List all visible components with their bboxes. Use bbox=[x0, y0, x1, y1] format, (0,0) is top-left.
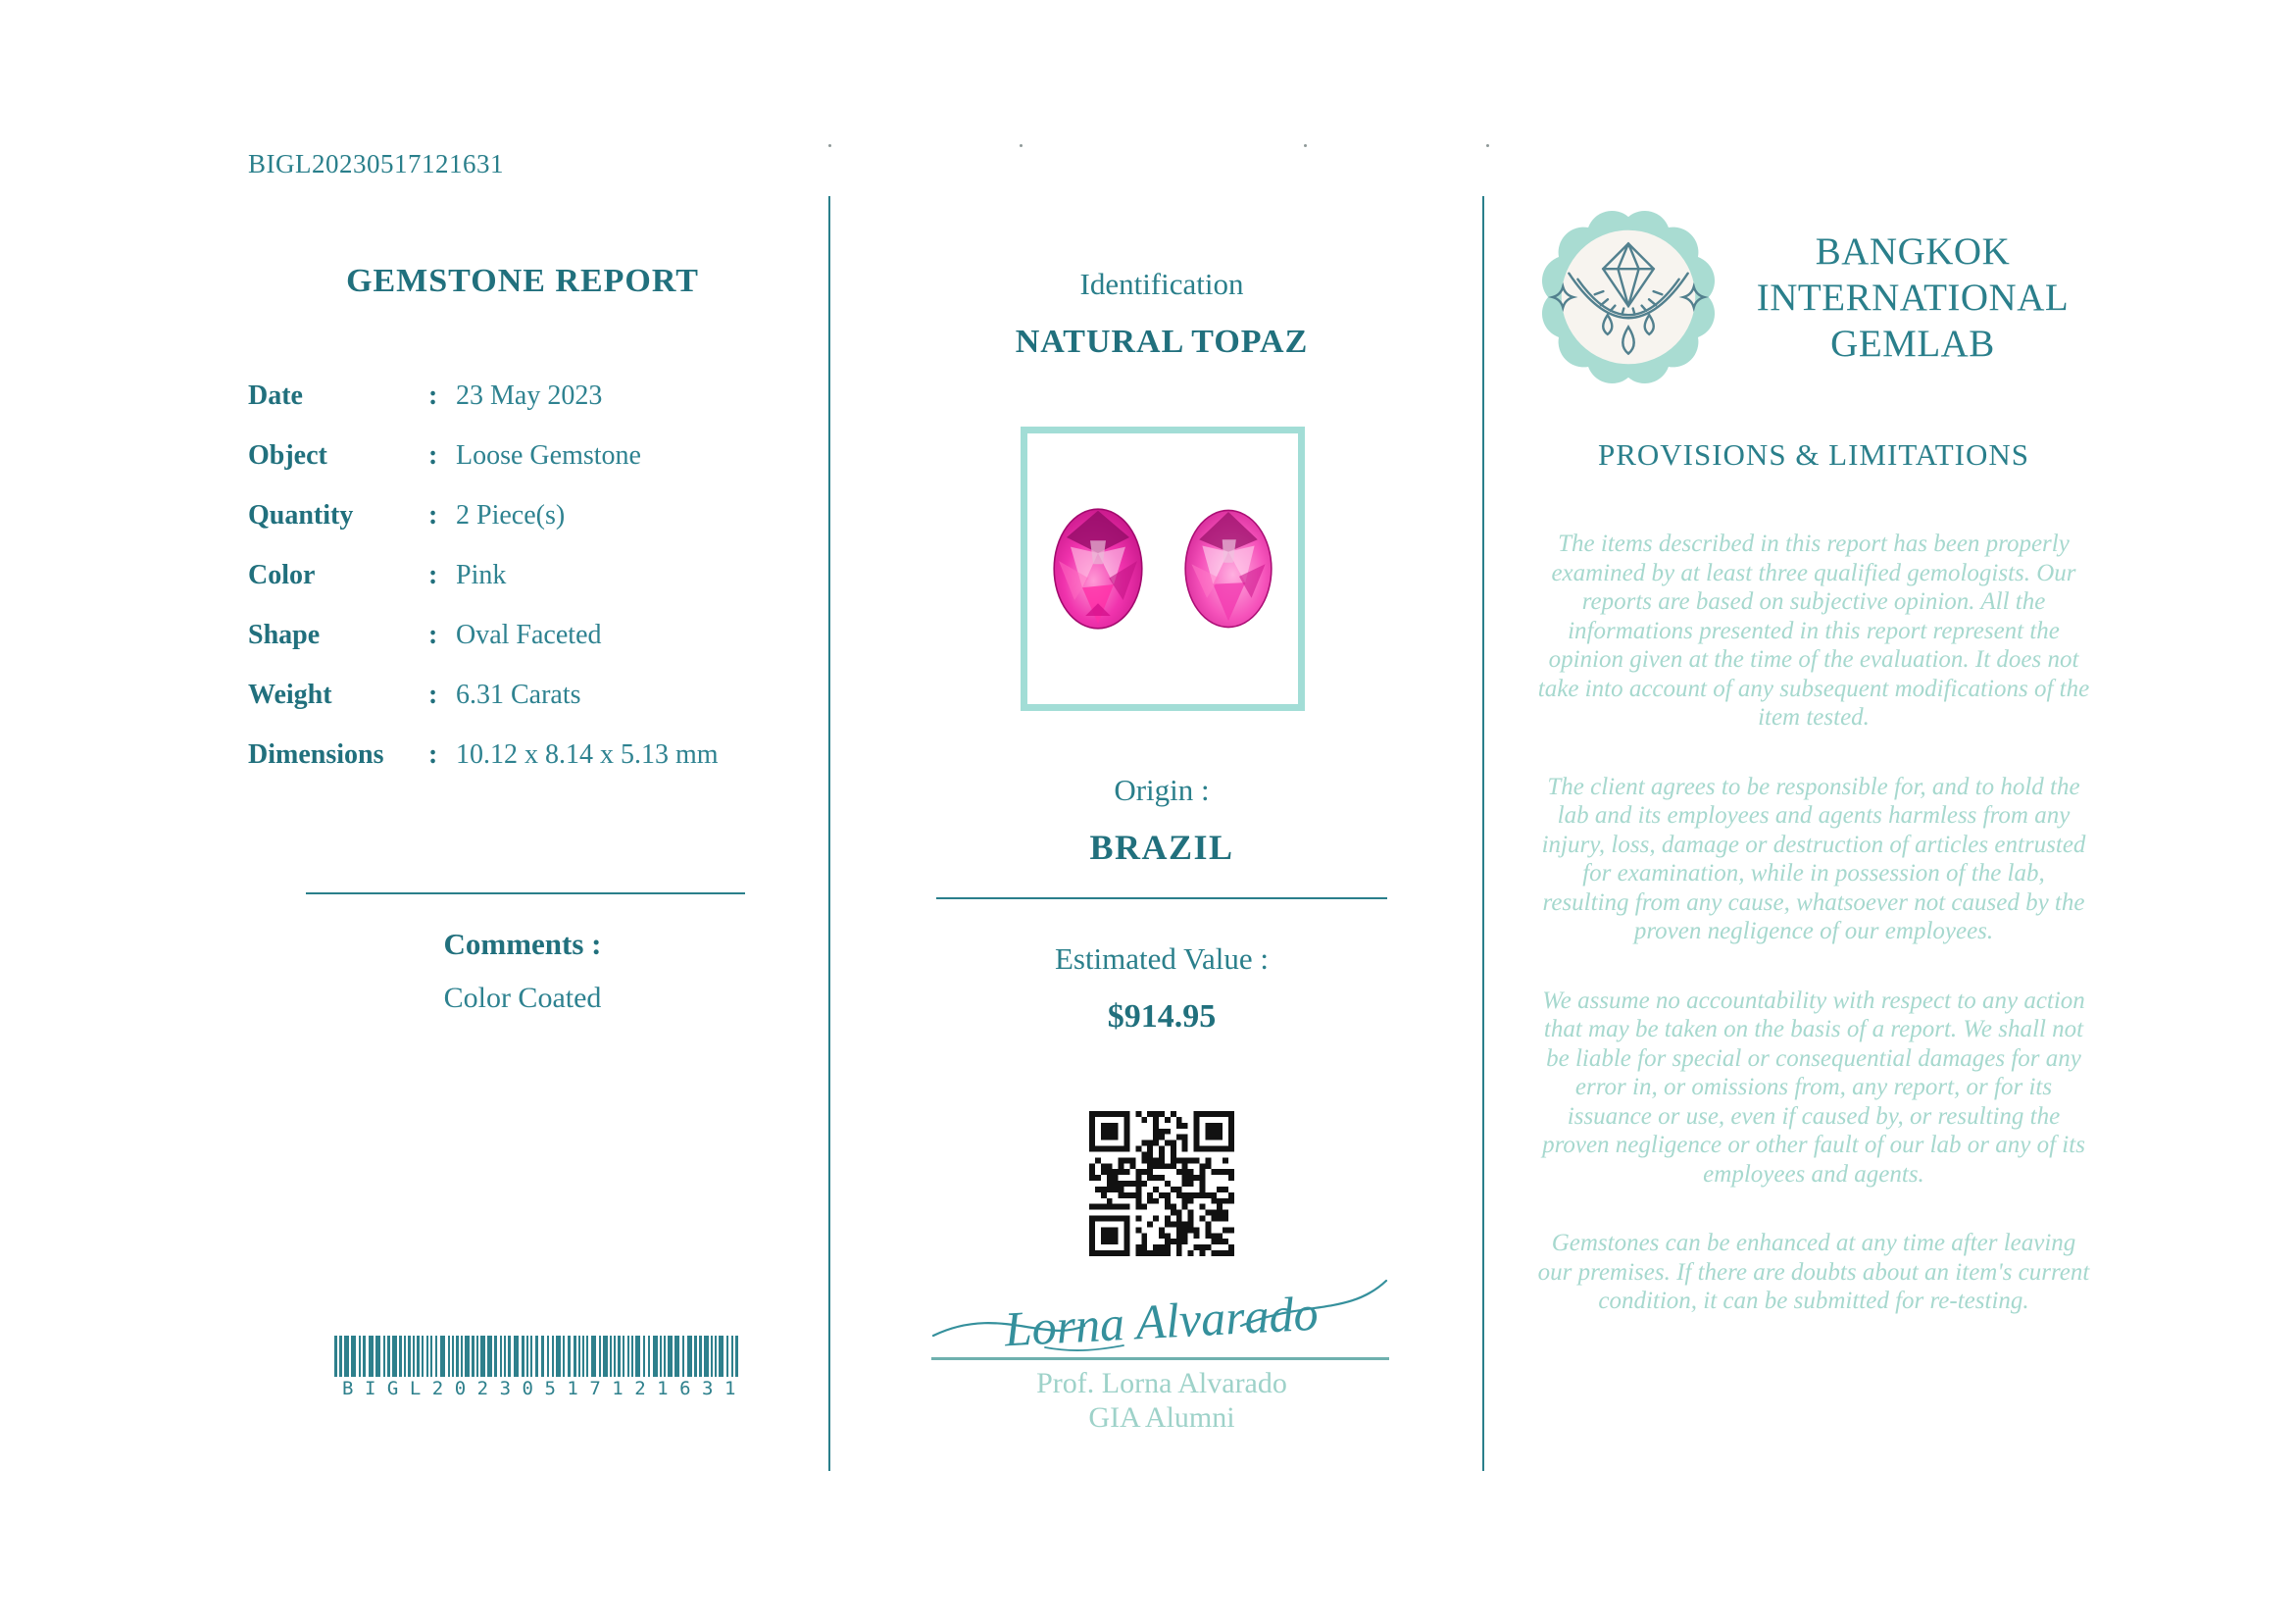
field-row-weight bbox=[248, 680, 797, 711]
field-colon: : bbox=[428, 620, 438, 650]
field-row-quantity bbox=[248, 500, 797, 532]
provisions-paragraph: The client agrees to be responsible for, and to hold the lab and its employees and agents harmless from any injury, loss, damage or destruction of articles entrusted for examination, while in possession of the lab, resulting from any cause, whatsoever not caused by the proven negligence of our employees. bbox=[1541, 773, 2086, 944]
field-colon: : bbox=[428, 680, 438, 710]
lab-header bbox=[1539, 208, 2108, 386]
report-title: GEMSTONE REPORT bbox=[346, 263, 699, 299]
barcode bbox=[334, 1336, 747, 1399]
report-fields bbox=[248, 380, 797, 799]
barcode-bars bbox=[334, 1336, 742, 1377]
provisions-paragraph: The items described in this report has been properly examined by at least three qualified gemologists. Our reports are based on subjective opinion. All the informations presented in this report represent the opinion given at the time of the evaluation. It does not take into account of any subsequent modifications of the item tested. bbox=[1537, 531, 2090, 731]
lab-name bbox=[1718, 228, 2108, 367]
gemlab-logo-icon bbox=[1539, 208, 1718, 386]
signature bbox=[929, 1271, 1394, 1361]
gem-photo-frame bbox=[1021, 427, 1305, 711]
field-label: Dimensions bbox=[248, 739, 384, 770]
field-colon: : bbox=[428, 739, 438, 770]
field-colon: : bbox=[428, 380, 438, 411]
identification-value: NATURAL TOPAZ bbox=[1015, 324, 1309, 360]
origin-label: Origin : bbox=[1114, 773, 1210, 807]
qr-code bbox=[1089, 1111, 1234, 1256]
gem-image-left bbox=[1051, 505, 1145, 633]
comments-divider bbox=[306, 892, 745, 894]
report-number: BIGL20230517121631 bbox=[248, 149, 504, 178]
signature-underline bbox=[931, 1357, 1389, 1360]
field-value: 2 Piece(s) bbox=[456, 500, 566, 531]
field-label: Date bbox=[248, 380, 303, 411]
field-colon: : bbox=[428, 560, 438, 590]
comments-value: Color Coated bbox=[443, 982, 602, 1014]
field-label: Color bbox=[248, 560, 316, 590]
field-row-dimensions bbox=[248, 739, 797, 771]
svg-text:Lorna Alvarado: Lorna Alvarado bbox=[1003, 1285, 1320, 1357]
signature-strokes bbox=[929, 1271, 1394, 1361]
column-divider-left bbox=[828, 196, 830, 1471]
lab-name-line: INTERNATIONAL bbox=[1756, 276, 2070, 319]
registration-dot bbox=[1304, 144, 1307, 147]
lab-name-line: GEMLAB bbox=[1830, 322, 1995, 365]
signatory-title: Prof. Lorna Alvarado bbox=[1036, 1367, 1287, 1399]
estimated-value: $914.95 bbox=[1107, 998, 1217, 1035]
registration-dot bbox=[828, 144, 831, 147]
provisions-title: PROVISIONS & LIMITATIONS bbox=[1597, 437, 2030, 472]
field-colon: : bbox=[428, 440, 438, 471]
field-label: Object bbox=[248, 440, 327, 471]
field-colon: : bbox=[428, 500, 438, 531]
field-row-object bbox=[248, 440, 797, 472]
field-label: Weight bbox=[248, 680, 332, 710]
comments-label: Comments : bbox=[443, 927, 602, 961]
identification-heading: Identification bbox=[1079, 267, 1244, 301]
field-label: Shape bbox=[248, 620, 321, 650]
registration-dot bbox=[1486, 144, 1489, 147]
provisions-paragraph: We assume no accountability with respect to any action that may be taken on the basis of a report. We shall not be liable for special or consequential damages for any error in, or omissions from, any report, or for its issuance or use, even if caused by, or resulting the proven negligence or other fault of our lab or any of its employees and agents. bbox=[1542, 987, 2085, 1188]
origin-value: BRAZIL bbox=[1089, 828, 1234, 867]
field-value: Oval Faceted bbox=[456, 620, 602, 650]
field-row-shape bbox=[248, 620, 797, 651]
barcode-text: BIGL20230517121631 bbox=[342, 1378, 747, 1399]
lab-name-line: BANGKOK bbox=[1815, 229, 2011, 273]
field-row-date bbox=[248, 380, 797, 412]
field-value: Pink bbox=[456, 560, 507, 590]
field-value: 23 May 2023 bbox=[456, 380, 603, 411]
field-label: Quantity bbox=[248, 500, 354, 531]
field-value: Loose Gemstone bbox=[456, 440, 641, 471]
column-divider-right bbox=[1482, 196, 1484, 1471]
gem-image-right bbox=[1182, 506, 1274, 632]
provisions-paragraph: Gemstones can be enhanced at any time after leaving our premises. If there are doubts about an item's current condition, it can be submitted for re-testing. bbox=[1537, 1230, 2090, 1314]
field-row-color bbox=[248, 560, 797, 591]
estimated-value-label: Estimated Value : bbox=[1054, 941, 1270, 976]
origin-value-divider bbox=[936, 897, 1387, 899]
registration-dot bbox=[1020, 144, 1023, 147]
signatory-credential: GIA Alumni bbox=[1088, 1401, 1235, 1434]
field-value: 10.12 x 8.14 x 5.13 mm bbox=[456, 739, 719, 770]
provisions-paragraphs bbox=[1537, 530, 2090, 1356]
field-value: 6.31 Carats bbox=[456, 680, 581, 710]
